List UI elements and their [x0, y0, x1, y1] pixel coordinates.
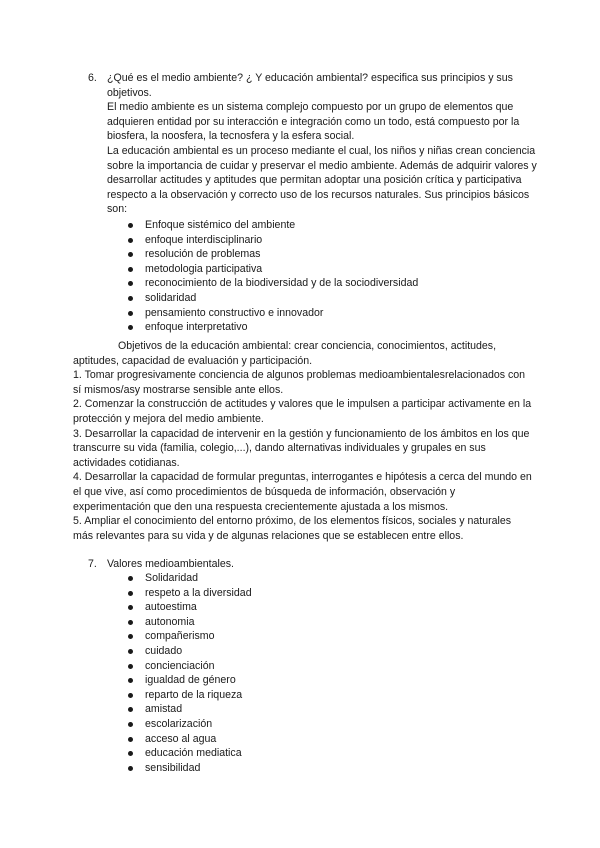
objective-item: 2. Comenzar la construcción de actitudes y valores que le impulsen a participar activamente en la protección y mejora del medio ambiente. — [73, 398, 532, 425]
question-7-title: Valores medioambientales. — [107, 558, 234, 570]
list-item: sensibilidad — [127, 761, 252, 776]
list-item: pensamiento constructivo e innovador — [127, 306, 418, 321]
list-item: compañerismo — [127, 629, 252, 644]
list-item: amistad — [127, 702, 252, 717]
list-item: metodologia participativa — [127, 262, 418, 277]
list-item: Solidaridad — [127, 571, 252, 586]
list-item: solidaridad — [127, 291, 418, 306]
list-item: resolución de problemas — [127, 247, 418, 262]
list-item: Enfoque sistémico del ambiente — [127, 218, 418, 233]
medio-ambiente-definition: El medio ambiente es un sistema complejo compuesto por un grupo de elementos que adquieren entidad por su interacción e integración como un todo, está compuesto por la biosfera, la noosfera, la tecnosfera y la esfera social. — [107, 101, 520, 143]
list-item: autoestima — [127, 600, 252, 615]
list-item: educación mediatica — [127, 746, 252, 761]
objective-item: 4. Desarrollar la capacidad de formular preguntas, interrogantes e hipótesis a cerca del mundo en el que vive, así como procedimientos de búsqueda de información, observación y experimentación que den una respuesta crecientemente ajustada a los mismos. — [73, 471, 532, 513]
list-item: escolarización — [127, 717, 252, 732]
list-item: igualdad de género — [127, 673, 252, 688]
list-item: enfoque interpretativo — [127, 320, 418, 335]
objective-item: 1. Tomar progresivamente conciencia de algunos problemas medioambientalesrelacionados con sí mismos/asy mostrarse sensible ante ellos. — [73, 369, 526, 396]
question-7-number: 7. — [88, 558, 97, 570]
list-item: respeto a la diversidad — [127, 586, 252, 601]
objectives-intro: Objetivos de la educación ambiental: crear conciencia, conocimientos, actitudes, aptitudes, capacidad de evaluación y participación. — [73, 340, 497, 367]
values-list — [127, 571, 252, 775]
objectives-block — [73, 339, 533, 543]
list-item: autonomia — [127, 615, 252, 630]
objective-item: 5. Ampliar el conocimiento del entorno próximo, de los elementos físicos, sociales y naturales más relevantes para su vida y de algunas relaciones que se establecen entre ellos. — [73, 515, 512, 542]
question-6-block — [107, 71, 537, 217]
question-6-number: 6. — [88, 72, 97, 84]
list-item: acceso al agua — [127, 732, 252, 747]
list-item: reconocimiento de la biodiversidad y de la sociodiversidad — [127, 276, 418, 291]
list-item: enfoque interdisciplinario — [127, 233, 418, 248]
objective-item: 3. Desarrollar la capacidad de intervenir en la gestión y funcionamiento de los ámbitos en los que transcurre su vida (familia, colegio,...), dando alternativas individuales y grupales en sus actividades cotidianas. — [73, 427, 530, 469]
list-item: reparto de la riqueza — [127, 688, 252, 703]
list-item: cuidado — [127, 644, 252, 659]
list-item: concienciación — [127, 659, 252, 674]
principles-list — [127, 218, 418, 335]
educacion-ambiental-definition: La educación ambiental es un proceso mediante el cual, los niños y niñas crean conciencia sobre la importancia de cuidar y preservar el medio ambiente. Además de adquirir valores y desarrollar actitudes y aptitudes que permitan adoptar una posición crítica y participativa respecto a la observación y correcto uso de los recursos naturales. Sus principios básicos son: — [107, 144, 537, 216]
question-6-text: ¿Qué es el medio ambiente? ¿ Y educación ambiental? especifica sus principios y sus objetivos. — [107, 72, 513, 99]
